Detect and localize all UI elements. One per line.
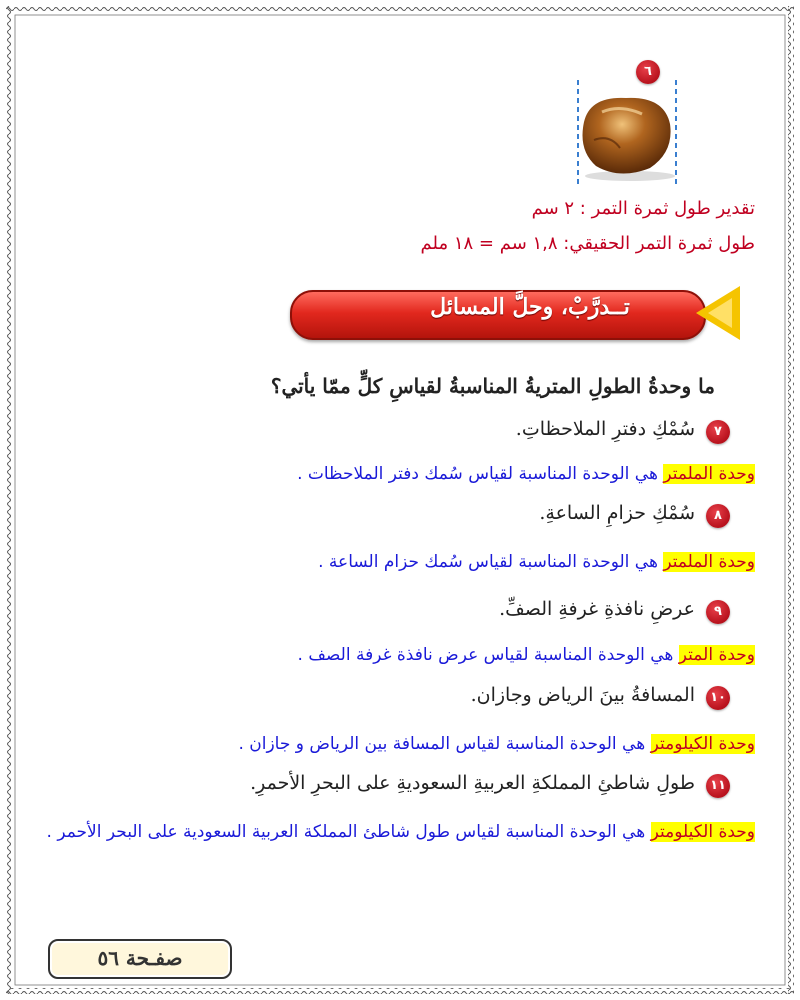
section-banner-title: تــدرَّبْ، وحلَّ المسائل xyxy=(430,294,630,320)
problem-number-badge: ٩ xyxy=(706,600,730,624)
problem-answer xyxy=(40,643,755,668)
page-number-box xyxy=(48,939,232,979)
unit-highlight: وحدة المتر xyxy=(678,645,755,665)
actual-length-text: طول ثمرة التمر الحقيقي: ١,٨ سم = ١٨ ملم xyxy=(420,233,755,254)
answer-text: هي الوحدة المناسبة لقياس سُمك حزام الساعة . xyxy=(318,552,664,572)
answer-text: هي الوحدة المناسبة لقياس طول شاطئ المملكة العربية السعودية على البحر الأحمر . xyxy=(46,822,651,842)
problem-number-badge: ١٠ xyxy=(706,686,730,710)
problem-answer xyxy=(40,550,755,575)
problem-question: المسافةُ بينَ الرياض وجازان. xyxy=(470,684,695,706)
section-banner xyxy=(290,286,740,340)
answer-text: هي الوحدة المناسبة لقياس المسافة بين الرياض و جازان . xyxy=(238,734,651,754)
problem-number-badge: ٧ xyxy=(706,420,730,444)
banner-arrow-highlight xyxy=(708,298,732,328)
unit-highlight: وحدة الملمتر xyxy=(663,464,755,484)
problem-question: طولِ شاطئِ المملكةِ العربيةِ السعوديةِ على البحرِ الأحمرِ. xyxy=(250,772,695,794)
estimate-text: تقدير طول ثمرة التمر : ٢ سم xyxy=(531,198,755,219)
problem-number-badge: ٨ xyxy=(706,504,730,528)
unit-highlight: وحدة الكيلومتر xyxy=(650,734,755,754)
question-heading: ما وحدةُ الطولِ المتريةُ المناسبةُ لقياسِ كلٍّ ممّا يأتي؟ xyxy=(270,374,715,398)
unit-highlight: وحدة الكيلومتر xyxy=(650,822,755,842)
problem-question: سُمْكِ دفترِ الملاحظاتِ. xyxy=(515,418,695,440)
answer-text: هي الوحدة المناسبة لقياس سُمك دفتر الملاحظات . xyxy=(297,464,664,484)
date-fruit-image xyxy=(550,78,700,186)
problem-question: سُمْكِ حزامِ الساعةِ. xyxy=(539,502,695,524)
problem-answer xyxy=(40,462,755,487)
problem-question: عرضِ نافذةِ غرفةِ الصفِّ. xyxy=(499,598,695,620)
unit-highlight: وحدة الملمتر xyxy=(663,552,755,572)
page-number: صفـحة ٥٦ xyxy=(97,946,183,970)
problem-answer xyxy=(40,820,755,845)
problem-number-badge: ٦ xyxy=(636,60,660,84)
answer-text: هي الوحدة المناسبة لقياس عرض نافذة غرفة الصف . xyxy=(297,645,679,665)
problem-answer xyxy=(40,732,755,757)
problem-number-badge: ١١ xyxy=(706,774,730,798)
